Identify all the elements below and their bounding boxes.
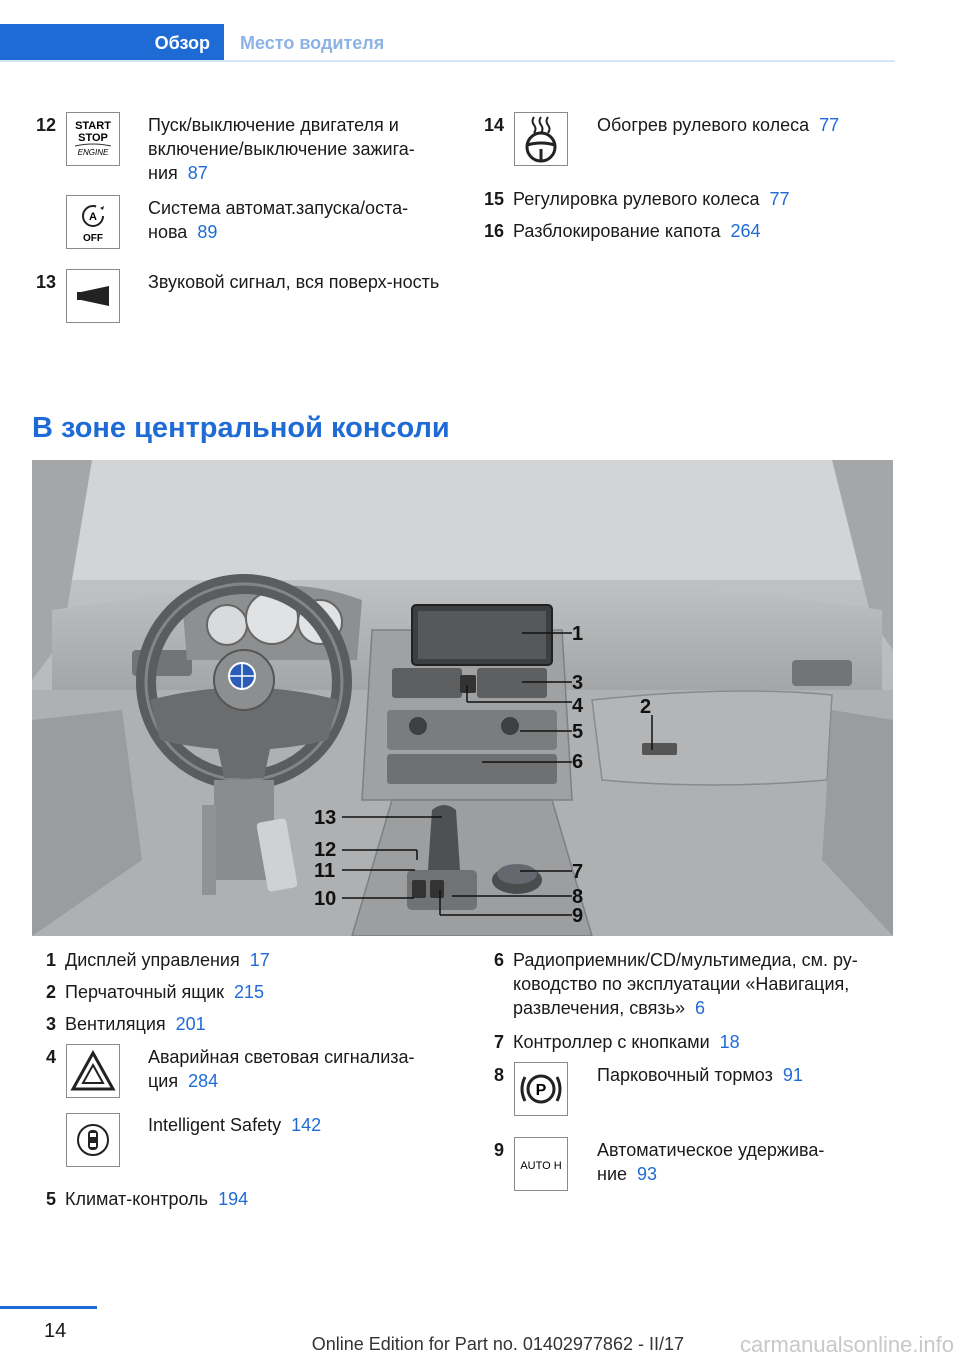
callout-2: 2 [640,696,652,718]
horn-icon [66,269,120,323]
callout-7: 7 [572,861,584,883]
item-number: 4 [45,1047,56,1067]
page-link[interactable]: 89 [197,222,218,242]
item-text: Автоматическое удержива-ние 93 [597,1140,825,1184]
footer-rule [0,1306,97,1309]
edition-text: Online Edition for Part no. 01402977862 - II/17 [311,1334,684,1354]
auto-hold-icon [514,1137,568,1191]
item-text: Регулировка рулевого колеса 77 [513,189,790,209]
item-text: Перчаточный ящик 215 [65,982,265,1002]
page-link[interactable]: 17 [249,950,270,970]
page-link[interactable]: 77 [819,115,840,135]
callout-12: 12 [314,839,337,861]
item-number: 16 [483,221,504,241]
auto-start-stop-off-icon [66,195,120,249]
parking-brake-icon [514,1062,568,1116]
callout-11: 11 [314,860,336,882]
callout-9: 9 [572,905,584,927]
callout-4: 4 [572,695,584,717]
item-text: Пуск/выключение двигателя и включение/выключение зажига-ния 87 [148,115,415,183]
start-stop-engine-icon [66,112,120,166]
page-link[interactable]: 284 [188,1071,219,1091]
page-link[interactable]: 215 [234,982,265,1002]
item-text: Радиоприемник/CD/мультимедиа, см. ру-ководство по эксплуатации «Навигация, развлечения, связь» 6 [513,950,858,1018]
item-text: Разблокирование капота 264 [513,221,761,241]
page-link[interactable]: 77 [769,189,790,209]
svg-text:ENGINE: ENGINE [77,148,109,157]
header-divider [0,60,895,62]
callout-10: 10 [314,888,337,910]
section-title: В зоне центральной консоли [32,412,450,444]
item-text: Вентиляция 201 [65,1014,206,1034]
watermark: carmanualsonline.info [739,1332,954,1357]
page-link[interactable]: 93 [637,1164,658,1184]
callout-3: 3 [572,672,584,694]
item-text: Обогрев рулевого колеса 77 [597,115,840,135]
callout-13: 13 [314,807,337,829]
item-number: 5 [45,1189,56,1209]
svg-text:START: START [75,120,111,132]
item-number: 13 [35,272,56,292]
page-link[interactable]: 91 [782,1065,803,1085]
page-link[interactable]: 18 [719,1032,740,1052]
item-text: Климат-контроль 194 [65,1189,249,1209]
tab-driver-seat[interactable]: Место водителя [240,33,385,53]
callout-8: 8 [572,886,584,908]
steering-wheel-heating-icon [514,112,568,166]
tab-overview[interactable]: Обзор [0,24,224,62]
item-text: Дисплей управления 17 [65,950,270,970]
callout-1: 1 [572,623,584,645]
item-number: 15 [483,189,504,209]
svg-text:P: P [535,1082,547,1099]
item-number: 3 [45,1014,56,1034]
page-link[interactable]: 201 [175,1014,206,1034]
page-link[interactable]: 142 [291,1115,322,1135]
svg-text:A: A [89,211,97,223]
page-link[interactable]: 6 [695,998,706,1018]
item-number: 12 [35,115,56,135]
item-text: Система автомат.запуска/оста-нова 89 [148,198,409,242]
page-link[interactable]: 87 [187,163,208,183]
item-number: 1 [45,950,56,970]
svg-text:OFF: OFF [83,233,103,244]
intelligent-safety-icon [66,1113,120,1167]
hazard-warning-icon [66,1044,120,1098]
item-number: 6 [493,950,504,970]
item-text: Парковочный тормоз 91 [597,1065,803,1085]
item-number: 14 [483,115,504,135]
item-text: Intelligent Safety 142 [148,1115,322,1135]
page-number: 14 [44,1320,67,1342]
page-link[interactable]: 264 [730,221,761,241]
page-link[interactable]: 194 [218,1189,249,1209]
callout-6: 6 [572,751,584,773]
svg-text:STOP: STOP [78,132,108,144]
item-number: 9 [493,1140,504,1160]
item-number: 7 [493,1032,504,1052]
callout-5: 5 [572,721,584,743]
page-header [0,24,895,62]
item-text: Аварийная световая сигнализа-ция 284 [148,1047,415,1091]
item-number: 8 [493,1065,504,1085]
item-text: Контроллер с кнопками 18 [513,1032,740,1052]
dashboard-illustration [32,460,893,936]
svg-text:AUTO H: AUTO H [520,1160,562,1172]
item-number: 2 [45,982,56,1002]
item-text: Звуковой сигнал, вся поверх-ность [148,272,440,292]
